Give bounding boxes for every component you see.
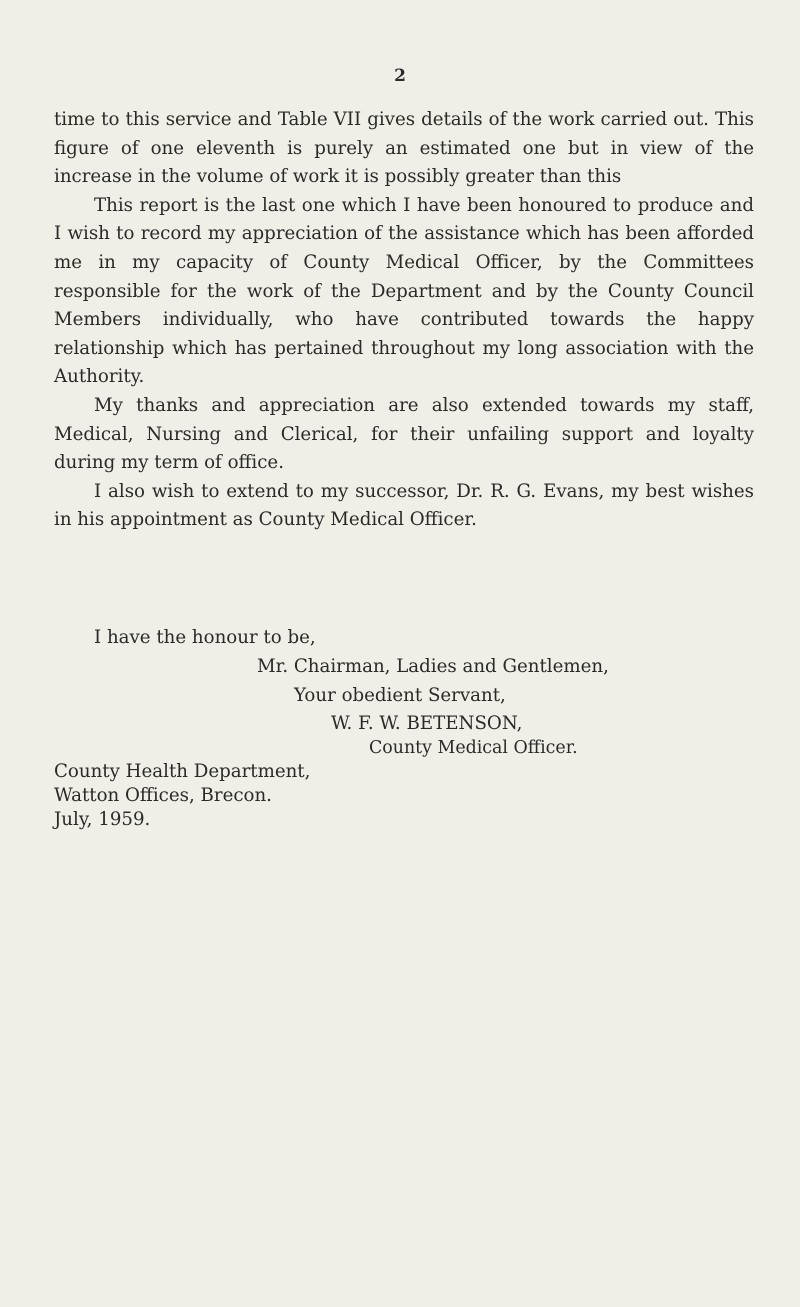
report-body [54, 106, 754, 535]
signature-name: W. F. W. BETENSON, [331, 713, 523, 734]
address-block [54, 760, 310, 832]
address-offices: Watton Offices, Brecon. [54, 785, 272, 806]
address-date: July, 1959. [54, 809, 151, 830]
closing-servant: Your obedient Servant, [294, 685, 506, 706]
paragraph-continuation: time to this service and Table VII gives details of the work carried out. This figure of one eleventh is purely an estimated one but in view of the increase in the volume of work it is possibly greater than this [54, 109, 754, 188]
signature-title: County Medical Officer. [369, 738, 578, 758]
paragraph-successor: I also wish to extend to my successor, Dr. R. G. Evans, my best wishes in his appointment as County Medical Officer. [54, 480, 754, 531]
closing-salutation: Mr. Chairman, Ladies and Gentlemen, [257, 656, 609, 677]
page-number: 2 [394, 66, 406, 86]
paragraph-staff-thanks: My thanks and appreciation are also extended towards my staff, Medical, Nursing and Clerical, for their unfailing support and loyalty during my term of office. [54, 394, 754, 474]
paragraph-appreciation: This report is the last one which I have been honoured to produce and I wish to record my appreciation of the assistance which has been afforded me in my capacity of County Medical Officer, by the Committees responsible for the work of the Department and by the County Council Members individually, who have contributed towards the happy relationship which has pertained throughout my long association with the Authority. [54, 194, 754, 388]
closing-honour-line: I have the honour to be, [94, 627, 316, 648]
address-department: County Health Department, [54, 761, 311, 782]
